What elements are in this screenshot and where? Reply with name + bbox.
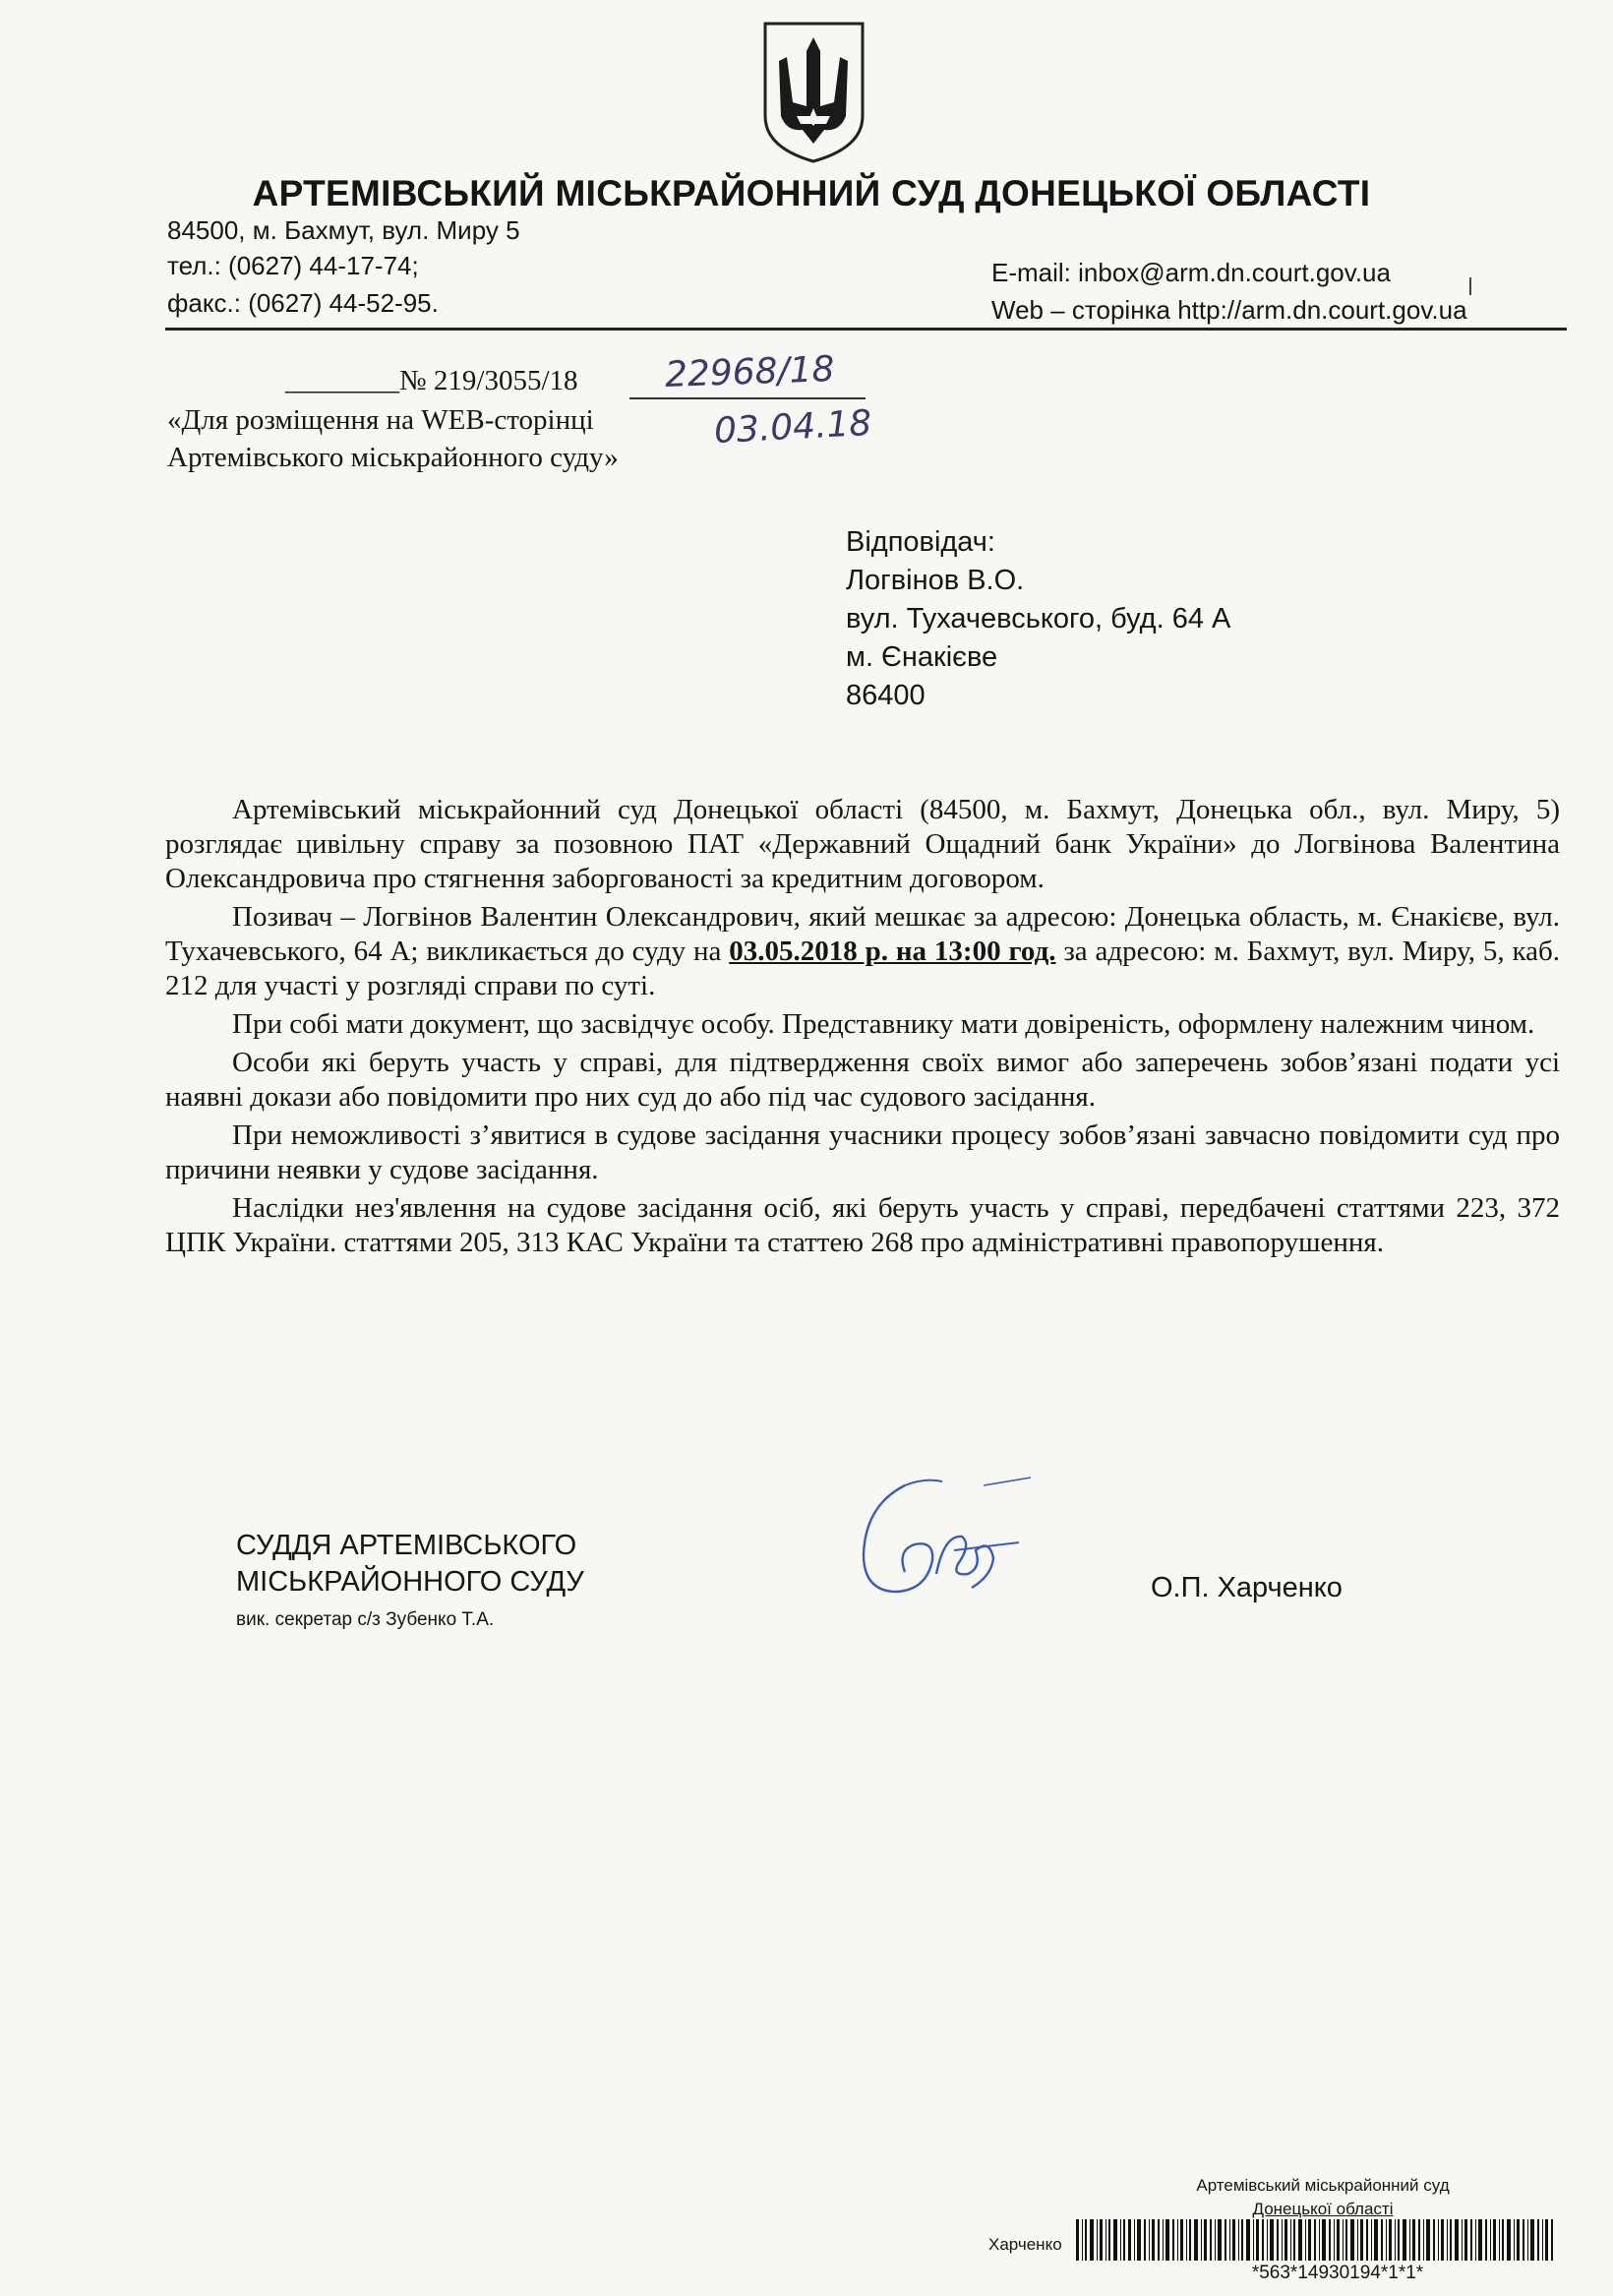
court-web: Web – сторінка http://arm.dn.court.gov.ua <box>991 295 1467 325</box>
recipient-block <box>846 523 1230 715</box>
secretary-note: вик. секретар с/з Зубенко Т.А. <box>236 1609 495 1630</box>
judge-name: О.П. Харченко <box>1151 1572 1343 1603</box>
paragraph-summons <box>165 900 1560 1003</box>
summons-text-after: за адресою: м. Бахмут, вул. Миру, 5, каб. 212 для участі у розгляді справи по суті. <box>165 936 1560 1001</box>
reference-number-line <box>285 364 578 398</box>
summons-text-before: Позивач – Логвінов Валентин Олександрович, який мешкає за адресою: Донецька область, м. Єнакієве, вул. Тухачевського, 64 А; викликається до суду на <box>165 901 1560 967</box>
letter-body <box>165 793 1560 1264</box>
barcode <box>1076 2219 1553 2261</box>
stamp-judge-label: Харченко <box>988 2235 1062 2254</box>
court-address: 84500, м. Бахмут, вул. Миру 5 <box>167 215 520 245</box>
hearing-date: 03.05.2018 р. на 13:00 год. <box>729 936 1056 967</box>
judge-title-line2: МІСЬКРАЙОННОГО СУДУ <box>236 1566 584 1598</box>
header-divider <box>165 328 1567 331</box>
handwritten-date: 03.04.18 <box>713 402 873 453</box>
trident-emblem-icon <box>757 18 870 165</box>
reference-blank: ________ <box>285 365 399 396</box>
paragraph-case: Артемівський міськрайонний суд Донецької області (84500, м. Бахмут, Донецька обл., вул. Миру, 5) розглядає цивільну справу за позовною ПАТ «Державний Ощадний банк України» до Логвінова Валентина Олександровича про стягнення заборгованості за кредитним договором. <box>165 794 1560 894</box>
web-note-line2: Артемівського міськрайонного суду» <box>167 442 619 473</box>
paragraph-documents: При собі мати документ, що засвідчує особу. Представнику мати довіреність, оформлену належним чином. <box>232 1008 1535 1040</box>
court-email: E-mail: inbox@arm.dn.court.gov.ua <box>991 258 1391 287</box>
recipient-postcode: 86400 <box>846 680 926 711</box>
handwritten-signature <box>846 1466 1043 1613</box>
judge-title-line1: СУДДЯ АРТЕМІВСЬКОГО <box>236 1530 577 1561</box>
handwritten-number: 22968/18 <box>664 349 836 395</box>
web-note-line1: «Для розміщення на WEB-сторінці <box>167 404 594 436</box>
court-fax: факс.: (0627) 44-52-95. <box>167 288 439 318</box>
paragraph-absence-notice: При неможливості з’явитися в судове засідання учасники процесу зобов’язані завчасно повідомити суд про причини неявки у судове засідання. <box>165 1119 1560 1185</box>
stamp-court-line2: Донецької області <box>1252 2200 1394 2218</box>
paragraph-evidence: Особи які беруть участь у справі, для підтвердження своїх вимог або заперечень зобов’язані подати усі наявні докази або повідомити про них суд до або під час судового засідання. <box>165 1047 1560 1113</box>
recipient-city: м. Єнакієве <box>846 641 998 673</box>
court-title: АРТЕМІВСЬКИЙ МІСЬКРАЙОННИЙ СУД ДОНЕЦЬКОЇ ОБЛАСТІ <box>252 173 1371 213</box>
recipient-name: Логвінов В.О. <box>846 565 1025 596</box>
paragraph-consequences: Наслідки нез'явлення на судове засідання осіб, які беруть участь у справі, передбачені статтями 223, 372 ЦПК України. статтями 205, 313 КАС України та статтею 268 про адміністративні правопорушення. <box>165 1192 1560 1258</box>
barcode-code: *563*14930194*1*1* <box>1251 2263 1424 2283</box>
judge-title <box>236 1528 584 1601</box>
recipient-street: вул. Тухачевського, буд. 64 А <box>846 603 1231 634</box>
margin-tick <box>1469 277 1471 295</box>
stamp-court-line1: Артемівський міськрайонний суд <box>1196 2176 1450 2195</box>
reference-underline <box>629 397 866 399</box>
court-phone: тел.: (0627) 44-17-74; <box>167 251 419 280</box>
recipient-label: Відповідач: <box>846 526 995 558</box>
reference-number: № 219/3055/18 <box>399 365 578 396</box>
